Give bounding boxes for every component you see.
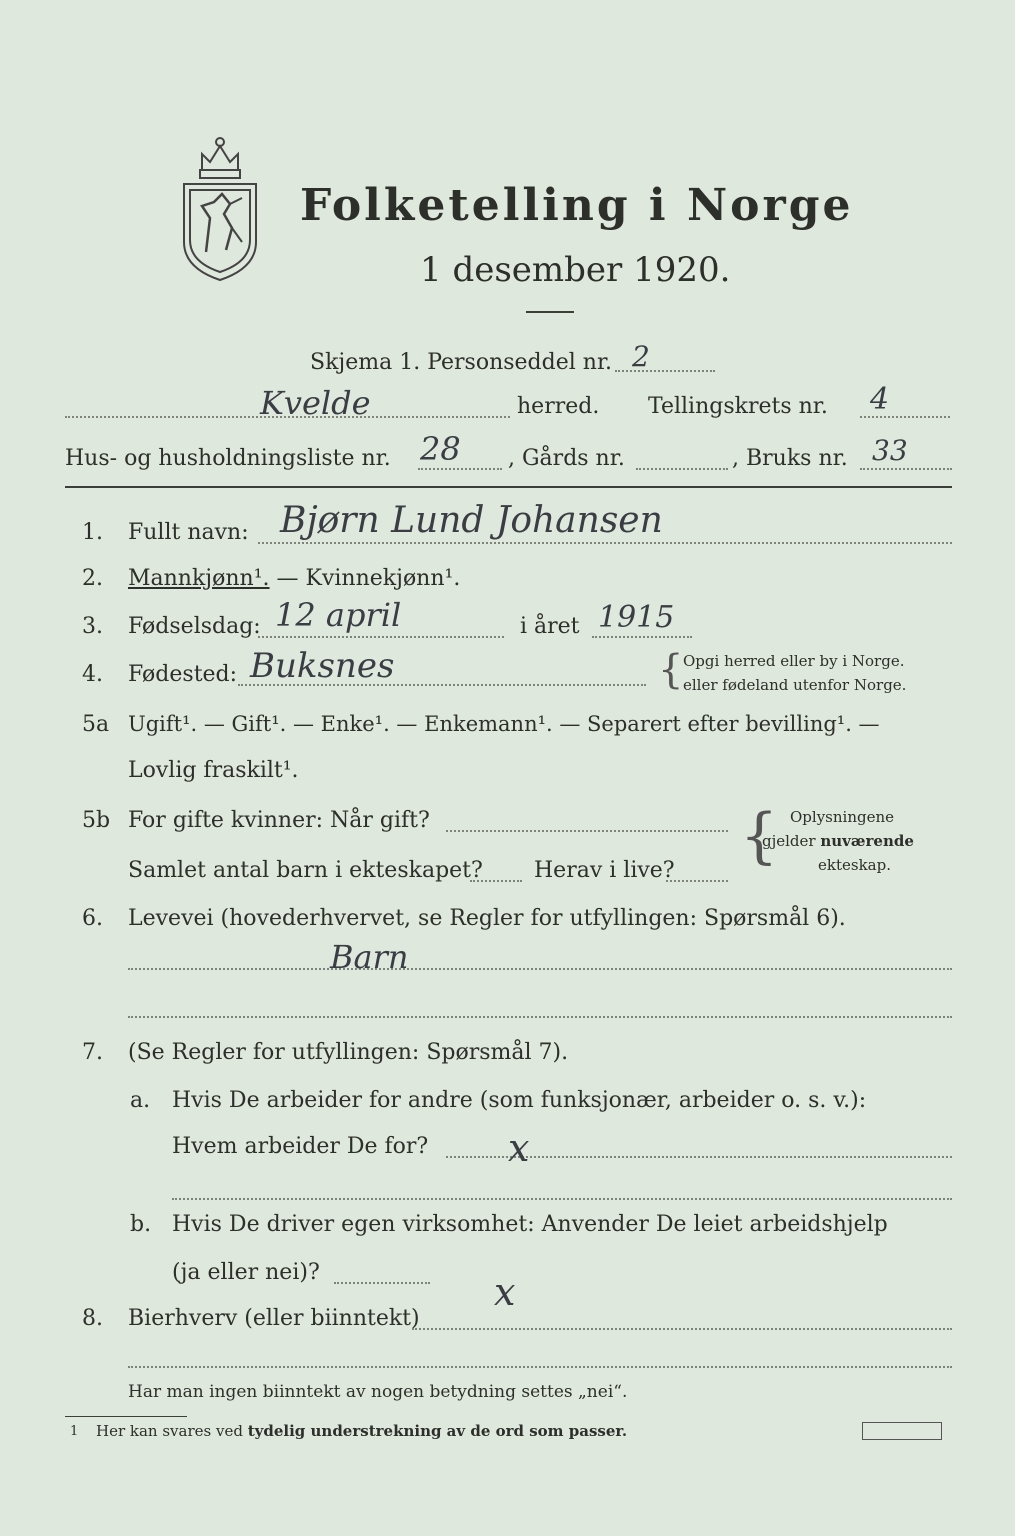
q5b-note-2 xyxy=(762,832,914,850)
bruks-field[interactable] xyxy=(860,468,952,470)
q5b-number: 5b xyxy=(82,808,111,833)
employer-field-2[interactable] xyxy=(172,1198,952,1200)
q4-note-2: eller fødeland utenfor Norge. xyxy=(683,676,907,694)
footnote-text xyxy=(96,1422,627,1440)
q5b-note-2a: gjelder xyxy=(762,832,821,850)
q5b-note-1: Oplysningene xyxy=(790,808,895,826)
employer-value: x xyxy=(508,1126,530,1170)
side-income-value: x xyxy=(494,1270,516,1314)
herred-label: herred. xyxy=(517,394,600,419)
footnote-rule xyxy=(65,1416,187,1417)
q6-label: Levevei (hovederhvervet, se Regler for utfyllingen: Spørsmål 6). xyxy=(128,906,846,931)
herred-value: Kvelde xyxy=(260,384,371,422)
hus-label: Hus- og husholdningsliste nr. xyxy=(65,446,391,471)
q5a-number: 5a xyxy=(82,712,110,737)
q3-year-label: i året xyxy=(520,614,580,639)
q7b-letter: b. xyxy=(130,1212,152,1237)
female-option[interactable]: Kvinnekjønn¹. xyxy=(305,566,461,591)
coat-of-arms-icon xyxy=(172,132,268,284)
q1-label: Fullt navn: xyxy=(128,520,249,545)
q7-label: (Se Regler for utfyllingen: Spørsmål 7). xyxy=(128,1040,569,1065)
gards-label: , Gårds nr. xyxy=(508,446,625,471)
sex-separator: — xyxy=(269,566,306,591)
q5b-brace: { xyxy=(740,801,779,871)
q8-label: Bierhverv (eller biinntekt) xyxy=(128,1306,420,1331)
full-name-value: Bjørn Lund Johansen xyxy=(280,500,663,541)
children-alive-field[interactable] xyxy=(666,880,728,882)
marital-status-options[interactable]: Ugift¹. — Gift¹. — Enke¹. — Enkemann¹. — Separert efter bevilling¹. — xyxy=(128,712,880,736)
birthday-field[interactable] xyxy=(258,636,504,638)
q3-label: Fødselsdag: xyxy=(128,614,261,639)
q6-number: 6. xyxy=(82,906,103,931)
side-income-field-2[interactable] xyxy=(128,1366,952,1368)
hus-field[interactable] xyxy=(418,468,502,470)
q5b-note-2b: nuværende xyxy=(820,832,914,850)
footnote-number: 1 xyxy=(70,1424,79,1439)
title-divider xyxy=(526,311,574,313)
children-total-field[interactable] xyxy=(470,880,522,882)
q4-label: Fødested: xyxy=(128,662,238,687)
q5b-label-3: Herav i live? xyxy=(534,858,675,883)
q2-number: 2. xyxy=(82,566,103,591)
q5b-note-3: ekteskap. xyxy=(818,856,891,874)
q4-note-1: Opgi herred eller by i Norge. xyxy=(683,652,905,670)
side-income-field-1[interactable] xyxy=(412,1328,952,1330)
q2-sex-options xyxy=(128,566,460,591)
q7b-text-2: (ja eller nei)? xyxy=(172,1260,320,1285)
birth-year-value: 1915 xyxy=(598,600,675,635)
occupation-value: Barn xyxy=(330,938,409,976)
q5b-label-1: For gifte kvinner: Når gift? xyxy=(128,808,430,833)
footnote-text-b: tydelig understrekning av de ord som passer. xyxy=(247,1422,628,1440)
hired-help-field[interactable] xyxy=(334,1282,430,1284)
q3-number: 3. xyxy=(82,614,103,639)
footer-note: Har man ingen biinntekt av nogen betydning settes „nei“. xyxy=(128,1382,628,1402)
q5b-label-2: Samlet antal barn i ekteskapet? xyxy=(128,858,483,883)
form-date: 1 desember 1920. xyxy=(420,250,731,290)
personseddel-value: 2 xyxy=(632,340,650,373)
bruks-label: , Bruks nr. xyxy=(732,446,848,471)
form-title: Folketelling i Norge xyxy=(300,180,854,231)
personseddel-field[interactable] xyxy=(615,370,715,372)
q7a-letter: a. xyxy=(130,1088,151,1113)
male-option[interactable]: Mannkjønn¹. xyxy=(128,566,270,591)
printer-stamp xyxy=(862,1422,942,1440)
gards-field[interactable] xyxy=(636,468,728,470)
married-when-field[interactable] xyxy=(446,830,728,832)
tellingskrets-value: 4 xyxy=(870,382,890,417)
birthday-value: 12 april xyxy=(275,596,402,634)
marital-status-options-cont[interactable]: Lovlig fraskilt¹. xyxy=(128,758,299,783)
occupation-field-1[interactable] xyxy=(128,968,952,970)
q7a-text-2: Hvem arbeider De for? xyxy=(172,1134,429,1159)
q1-number: 1. xyxy=(82,520,103,545)
footnote-text-a: Her kan svares ved xyxy=(96,1422,248,1440)
occupation-field-2[interactable] xyxy=(128,1016,952,1018)
q8-number: 8. xyxy=(82,1306,103,1331)
tellingskrets-label: Tellingskrets nr. xyxy=(648,394,828,419)
skjema-label: Skjema 1. Personseddel nr. xyxy=(310,350,613,375)
q7-number: 7. xyxy=(82,1040,103,1065)
q7a-text: Hvis De arbeider for andre (som funksjonær, arbeider o. s. v.): xyxy=(172,1088,867,1113)
header-rule xyxy=(65,486,952,488)
hus-value: 28 xyxy=(420,430,461,468)
birthplace-value: Buksnes xyxy=(250,646,395,686)
birth-year-field[interactable] xyxy=(592,636,692,638)
full-name-field[interactable] xyxy=(258,542,952,544)
bruks-value: 33 xyxy=(872,434,908,467)
q7b-text: Hvis De driver egen virksomhet: Anvender De leiet arbeidshjelp xyxy=(172,1212,888,1237)
q4-brace: { xyxy=(658,647,684,693)
q4-number: 4. xyxy=(82,662,103,687)
